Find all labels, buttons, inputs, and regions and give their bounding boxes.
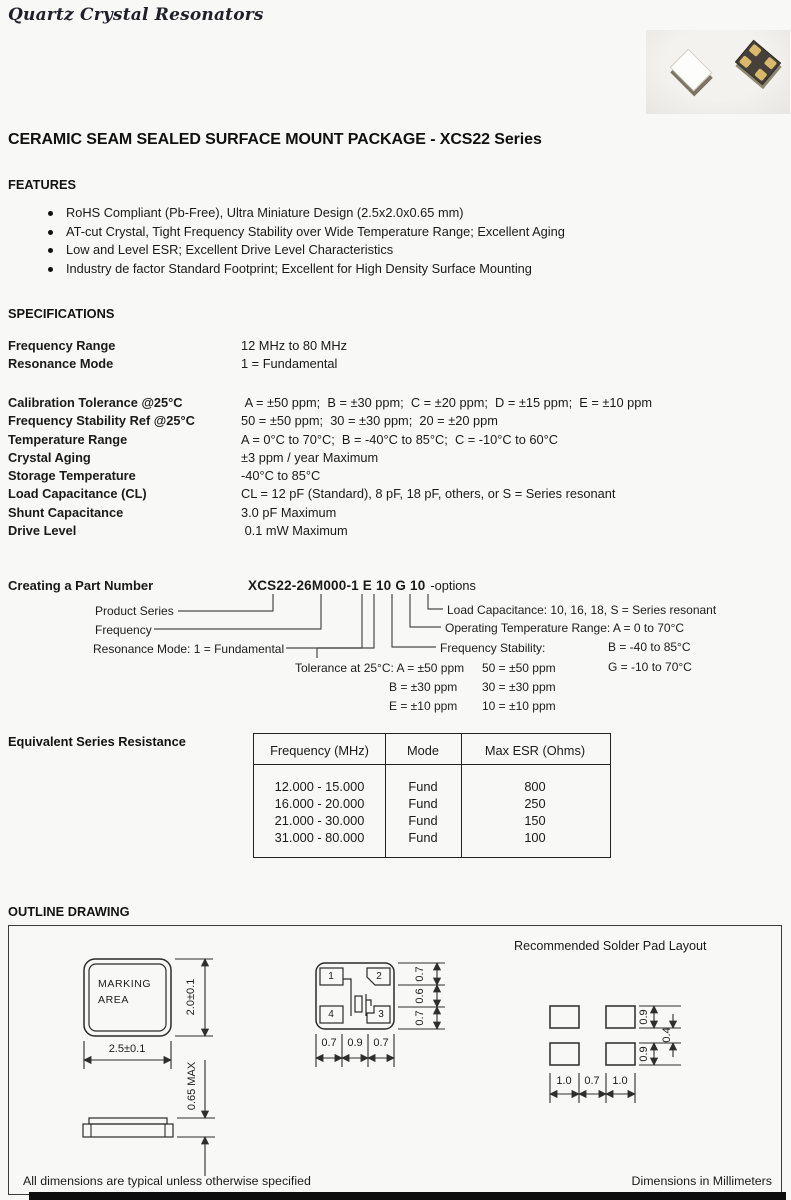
pn-label-tolerance: Tolerance at 25°C: A = ±50 ppm — [295, 661, 465, 675]
spec-label: Drive Level — [8, 523, 77, 539]
gold-pad — [754, 68, 767, 81]
cell-esr: 150 — [524, 813, 546, 828]
pn-label-operating-temp-b: B = -40 to 85°C — [608, 640, 691, 654]
part-number-code: XCS22-26M000-1 E 10 G 10 — [248, 578, 426, 593]
part-number-heading: Creating a Part Number — [8, 578, 154, 593]
dim-pad-left-width: 0.7 — [321, 1037, 337, 1049]
pn-label-stability-50: 50 = ±50 ppm — [482, 661, 556, 675]
features-list — [46, 204, 565, 278]
solder-pad-layout-title: Recommended Solder Pad Layout — [514, 939, 707, 953]
dim-width: 2.5±0.1 — [108, 1043, 146, 1055]
crystal-bottom-view-photo — [735, 40, 781, 85]
spec-group-detail — [8, 394, 652, 540]
list-item — [46, 223, 565, 242]
spec-label: Frequency Range — [8, 338, 116, 353]
cell-mode: Fund — [408, 796, 438, 811]
list-item — [46, 241, 565, 260]
table-row — [254, 812, 610, 829]
cell-esr: 800 — [524, 779, 546, 794]
marking-area-label: MARKING — [98, 978, 152, 990]
pn-label-stability: Frequency Stability: — [440, 641, 546, 655]
spec-label: Resonance Mode — [8, 356, 114, 372]
spec-label: Storage Temperature — [8, 468, 136, 484]
part-number-options-suffix: -options — [430, 578, 476, 593]
cell-frequency: 12.000 - 15.000 — [274, 779, 365, 794]
pn-label-tolerance-e: E = ±10 ppm — [389, 699, 458, 713]
spec-row — [8, 355, 347, 373]
outline-drawing — [8, 925, 782, 1195]
cell-mode: Fund — [408, 779, 438, 794]
spec-value: 1 = Fundamental — [241, 356, 338, 372]
spec-row — [8, 467, 652, 485]
bullet-icon — [48, 211, 53, 216]
outline-geometry — [9, 926, 781, 1194]
pn-label-tolerance-b: B = ±30 ppm — [389, 680, 458, 694]
spec-label: Load Capacitance (CL) — [8, 486, 147, 502]
features-heading: FEATURES — [8, 177, 77, 192]
page-title: Quartz Crystal Resonators — [8, 5, 264, 25]
outline-heading: OUTLINE DRAWING — [8, 904, 130, 919]
spec-label: Frequency Stability Ref @25°C — [8, 413, 195, 429]
feature-text: AT-cut Crystal, Tight Frequency Stability over Wide Temperature Range; Excellent Aging — [66, 223, 565, 239]
spec-row — [8, 337, 347, 355]
dim-thickness: 0.65 MAX — [186, 1061, 198, 1111]
pn-label-frequency: Frequency — [95, 623, 152, 637]
dim-pad-center-width: 0.9 — [347, 1037, 363, 1049]
spec-value: ±3 ppm / year Maximum — [241, 449, 379, 465]
cell-mode: Fund — [408, 813, 438, 828]
gold-pad — [764, 57, 777, 70]
column-header: Frequency (MHz) — [270, 743, 369, 758]
column-header: Mode — [406, 743, 439, 758]
spec-row — [8, 394, 652, 412]
spec-value: -40°C to 85°C — [241, 468, 321, 484]
dim-solder-pad-width-left: 1.0 — [556, 1075, 572, 1087]
spec-label: Crystal Aging — [8, 449, 91, 465]
spec-row — [8, 412, 652, 430]
pn-label-resonance-mode: Resonance Mode: 1 = Fundamental — [93, 642, 285, 656]
pn-label-operating-temp-g: G = -10 to 70°C — [608, 660, 692, 674]
spec-row — [8, 522, 652, 540]
spec-label: Calibration Tolerance @25°C — [8, 395, 183, 410]
dim-pad-top: 0.7 — [414, 966, 426, 982]
product-photo — [646, 30, 790, 114]
dim-height: 2.0±0.1 — [185, 978, 197, 1016]
note-units: Dimensions in Millimeters — [631, 1174, 772, 1188]
table-row — [254, 778, 610, 795]
esr-table — [253, 733, 611, 858]
cell-frequency: 16.000 - 20.000 — [274, 796, 365, 811]
dim-solder-gap: 0.4 — [661, 1027, 673, 1043]
pn-label-product-series: Product Series — [95, 604, 174, 618]
spec-value: A = ±50 ppm; B = ±30 ppm; C = ±20 ppm; D = ±15 ppm; E = ±10 ppm — [241, 395, 653, 410]
part-number-diagram — [0, 578, 791, 742]
spec-row — [8, 485, 652, 503]
column-header: Max ESR (Ohms) — [484, 743, 586, 758]
cell-frequency: 31.000 - 80.000 — [274, 830, 365, 845]
spec-label: Shunt Capacitance — [8, 504, 124, 520]
feature-text: Industry de factor Standard Footprint; Excellent for High Density Surface Mounting — [66, 260, 532, 276]
bullet-icon — [48, 248, 53, 253]
footer-bar — [29, 1192, 786, 1200]
spec-value: CL = 12 pF (Standard), 8 pF, 18 pF, others, or S = Series resonant — [241, 486, 616, 502]
pad-number-4: 4 — [328, 1008, 334, 1020]
table-row — [254, 829, 610, 846]
dim-pad-gap: 0.6 — [414, 988, 426, 1004]
pn-label-stability-30: 30 = ±30 ppm — [482, 680, 556, 694]
spec-value: 50 = ±50 ppm; 30 = ±30 ppm; 20 = ±20 ppm — [241, 413, 498, 429]
table-header-divider — [254, 764, 610, 765]
dim-pad-right-width: 0.7 — [373, 1037, 389, 1049]
spec-group-primary — [8, 337, 347, 374]
spec-value: 0.1 mW Maximum — [241, 523, 348, 539]
marking-area-label: AREA — [98, 994, 129, 1006]
gold-pad — [748, 44, 761, 57]
specifications-heading: SPECIFICATIONS — [8, 306, 115, 321]
bullet-icon — [48, 267, 53, 272]
spec-row — [8, 504, 652, 522]
spec-row — [8, 431, 652, 449]
pad-number-1: 1 — [328, 970, 334, 982]
feature-text: RoHS Compliant (Pb-Free), Ultra Miniature Design (2.5x2.0x0.65 mm) — [66, 205, 464, 220]
spec-row — [8, 449, 652, 467]
spec-value: A = 0°C to 70°C; B = -40°C to 85°C; C = -10°C to 60°C — [241, 431, 559, 447]
pn-label-load-capacitance: Load Capacitance: 10, 16, 18, S = Series resonant — [447, 603, 717, 617]
dim-solder-pad-height-bottom: 0.9 — [638, 1046, 650, 1062]
table-row — [254, 795, 610, 812]
feature-text: Low and Level ESR; Excellent Drive Level Characteristics — [66, 242, 394, 257]
cell-mode: Fund — [408, 830, 438, 845]
cell-esr: 250 — [524, 796, 546, 811]
dim-solder-pad-width-right: 1.0 — [612, 1075, 628, 1087]
crystal-top-view-photo — [670, 49, 713, 92]
spec-value: 3.0 pF Maximum — [241, 504, 337, 520]
list-item — [46, 204, 565, 223]
bullet-icon — [48, 230, 53, 235]
esr-heading: Equivalent Series Resistance — [8, 734, 186, 749]
gold-pad — [739, 55, 752, 68]
series-title: CERAMIC SEAM SEALED SURFACE MOUNT PACKAGE - XCS22 Series — [8, 131, 542, 148]
pn-label-stability-10: 10 = ±10 ppm — [482, 699, 556, 713]
dim-solder-pad-height-top: 0.9 — [638, 1009, 650, 1025]
pad-number-2: 2 — [376, 970, 382, 982]
dim-solder-pitch: 0.7 — [584, 1075, 600, 1087]
cell-esr: 100 — [524, 830, 546, 845]
dim-pad-bottom: 0.7 — [414, 1010, 426, 1026]
spec-label: Temperature Range — [8, 431, 128, 447]
list-item — [46, 260, 565, 279]
spec-value: 12 MHz to 80 MHz — [241, 338, 347, 353]
note-dimensions-typical: All dimensions are typical unless otherwise specified — [23, 1174, 311, 1188]
pad-number-3: 3 — [378, 1008, 384, 1020]
pn-label-operating-temp: Operating Temperature Range: A = 0 to 70°C — [445, 621, 685, 635]
cell-frequency: 21.000 - 30.000 — [274, 813, 365, 828]
